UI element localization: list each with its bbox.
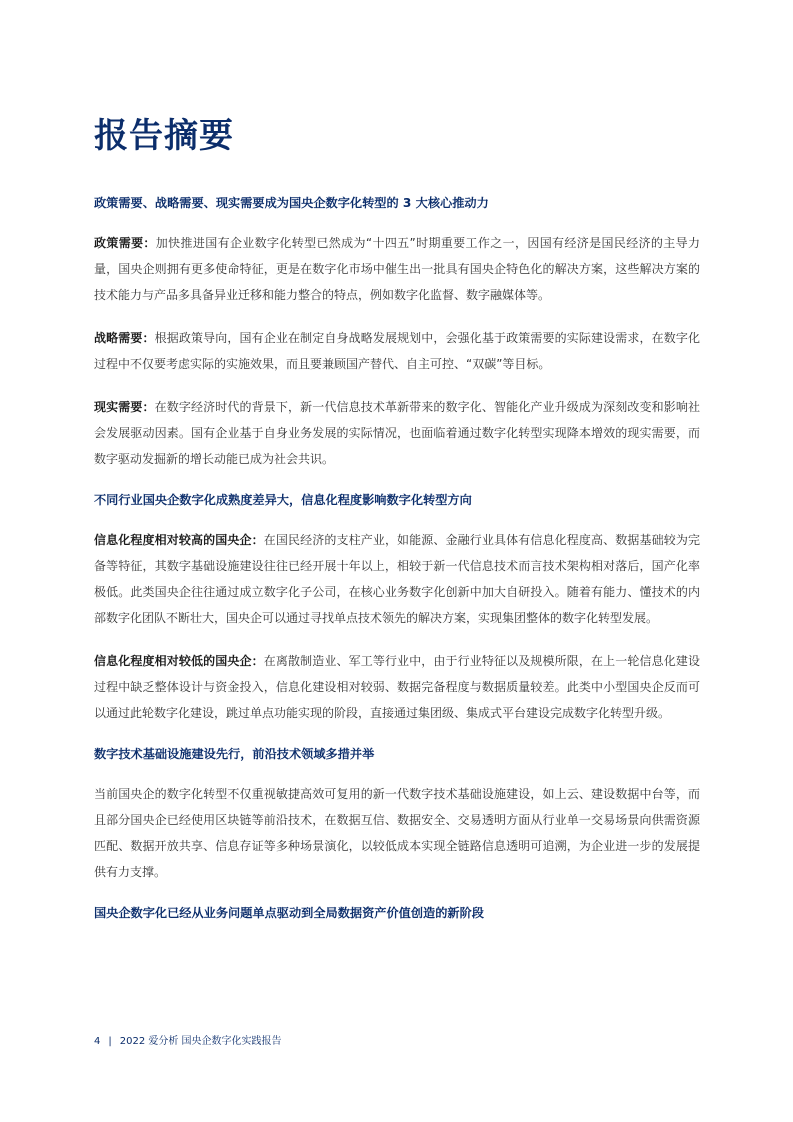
section-heading-infrastructure: 数字技术基础设施建设先行，前沿技术领域多措并举 xyxy=(94,747,375,761)
footer-separator: | xyxy=(108,1036,112,1047)
paragraph-strategy-need xyxy=(94,325,700,377)
paragraph-high-informatization xyxy=(94,527,700,631)
report-name: 2022 爱分析 国央企数字化实践报告 xyxy=(119,1036,282,1047)
paragraph-text: 在数字经济时代的背景下，新一代信息技术革新带来的数字化、智能化产业升级成为深刻改变和影响社会发展驱动因素。国有企业基于自身业务发展的实际情况，也面临着通过数字化转型实现降本增效的现实需要，而数字驱动发掘新的增长动能已成为社会共识。 xyxy=(94,400,700,466)
page-footer xyxy=(94,1034,282,1050)
paragraph-text: 根据政策导向，国有企业在制定自身战略发展规划中，会强化基于政策需要的实际建设需求，在数字化过程中不仅要考虑实际的实施效果，而且要兼顾国产替代、自主可控、“双碳”等目标。 xyxy=(94,331,700,371)
paragraph-text: 在国民经济的支柱产业，如能源、金融行业具体有信息化程度高、数据基础较为完备等特征，其数字基础设施建设往往已经开展十年以上，相较于新一代信息技术而言技术架构相对落后，国产化率极低。此类国央企往往通过成立数字化子公司，在核心业务数字化创新中加大自研投入。随着有能力、懂技术的内部数字化团队不断壮大，国央企可以通过寻找单点技术领先的解决方案，实现集团整体的数字化转型发展。 xyxy=(94,533,700,625)
paragraph-text: 加快推进国有企业数字化转型已然成为“十四五”时期重要工作之一，因国有经济是国民经济的主导力量，国央企则拥有更多使命特征，更是在数字化市场中催生出一批具有国央企特色化的解决方案，这些解决方案的技术能力与产品多具备异业迁移和能力整合的特点，例如数字化监督、数字融媒体等。 xyxy=(94,236,700,302)
section-heading-maturity: 不同行业国央企数字化成熟度差异大，信息化程度影响数字化转型方向 xyxy=(94,493,472,507)
paragraph-lead: 信息化程度相对较低的国央企： xyxy=(94,654,264,668)
page-number: 4 xyxy=(94,1036,101,1047)
paragraph-text: 在离散制造业、军工等行业中，由于行业特征以及规模所限，在上一轮信息化建设过程中缺乏整体设计与资金投入，信息化建设相对较弱、数据完备程度与数据质量较差。此类中小型国央企反而可以通过此轮数字化建设，跳过单点功能实现的阶段，直接通过集团级、集成式平台建设完成数字化转型升级。 xyxy=(94,654,700,720)
section-heading-drivers: 政策需要、战略需要、现实需要成为国央企数字化转型的 3 大核心推动力 xyxy=(94,196,489,210)
section-heading-new-stage: 国央企数字化已经从业务问题单点驱动到全局数据资产价值创造的新阶段 xyxy=(94,906,484,920)
paragraph-low-informatization xyxy=(94,648,700,726)
paragraph-lead: 信息化程度相对较高的国央企： xyxy=(94,533,264,547)
paragraph-policy-need xyxy=(94,230,700,308)
page-title: 报告摘要 xyxy=(94,116,234,156)
paragraph-infrastructure xyxy=(94,781,700,885)
paragraph-lead: 战略需要： xyxy=(94,331,155,345)
paragraph-text: 当前国央企的数字化转型不仅重视敏捷高效可复用的新一代数字技术基础设施建设，如上云、建设数据中台等，而且部分国央企已经使用区块链等前沿技术，在数据互信、数据安全、交易透明方面从行业单一交易场景向供需资源匹配、数据开放共享、信息存证等多种场景演化，以较低成本实现全链路信息透明可追溯，为企业进一步的发展提供有力支撑。 xyxy=(94,787,700,879)
report-summary-content xyxy=(94,190,700,926)
paragraph-lead: 现实需要： xyxy=(94,400,155,414)
paragraph-lead: 政策需要： xyxy=(94,236,156,250)
paragraph-reality-need xyxy=(94,394,700,472)
